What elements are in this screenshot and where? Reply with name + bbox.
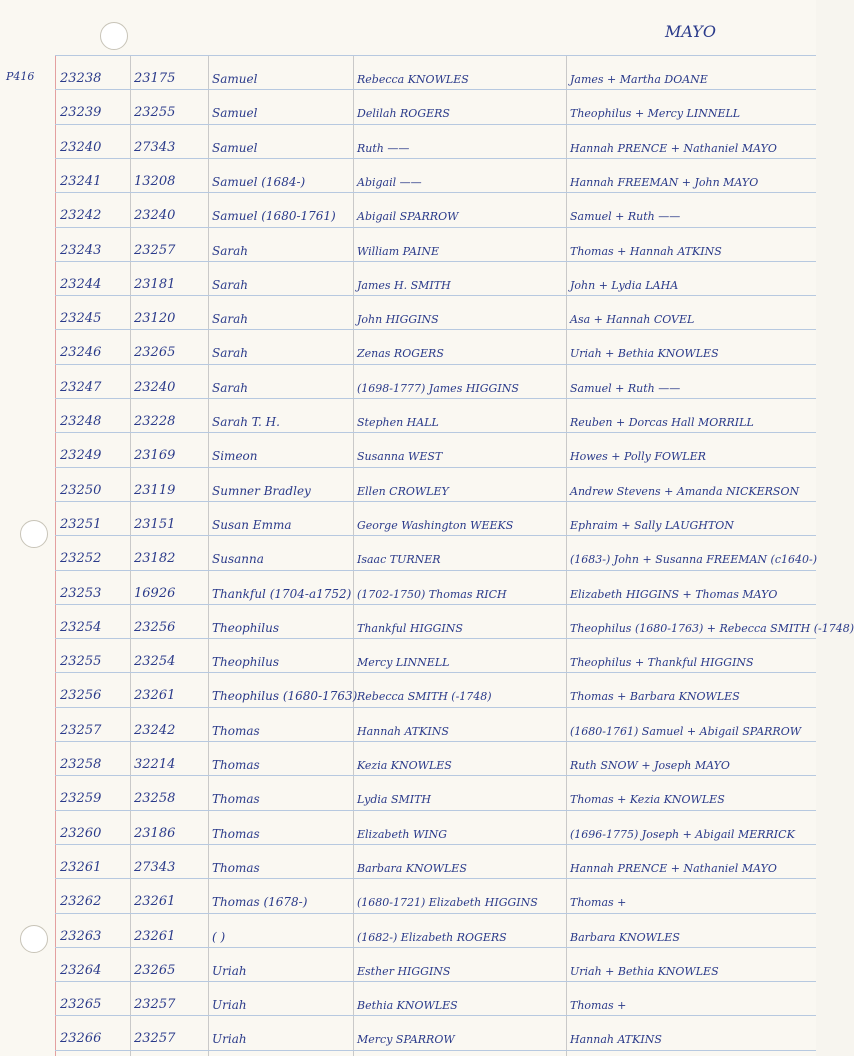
record-id: 23250 [60, 482, 102, 498]
parent-ref: 23228 [134, 414, 176, 429]
parents-names: Hannah FREEMAN + John MAYO [570, 175, 759, 189]
given-name: Sarah [212, 346, 248, 361]
table-row [0, 1015, 816, 1050]
spouse-name: Barbara KNOWLES [357, 861, 467, 875]
record-id: 23258 [60, 757, 102, 772]
given-name: Samuel [212, 72, 258, 86]
given-name: Thomas [212, 723, 260, 738]
table-row [0, 707, 816, 742]
spouse-name: Susanna WEST [357, 450, 443, 464]
record-id: 23252 [60, 551, 102, 567]
spouse-name: Rebecca SMITH (-1748) [357, 690, 492, 704]
record-id: 23263 [60, 928, 102, 944]
record-id: 23247 [60, 379, 102, 395]
parents-names: Barbara KNOWLES [570, 930, 680, 944]
table-row [0, 913, 816, 948]
spouse-name: (1702-1750) Thomas RICH [357, 587, 507, 601]
table-row [0, 981, 816, 1016]
table-row [0, 570, 816, 605]
parent-ref: 27343 [134, 859, 176, 875]
parent-ref: 23151 [134, 516, 176, 532]
spouse-name: James H. SMITH [357, 278, 451, 292]
parents-names: Uriah + Bethia KNOWLES [570, 964, 719, 978]
record-id: 23244 [60, 276, 102, 292]
given-name: Samuel (1684-) [212, 174, 306, 189]
parents-names: Thomas + [570, 999, 627, 1013]
given-name: Susanna [212, 552, 264, 567]
table-row [0, 535, 816, 570]
spouse-name: Mercy LINNELL [357, 656, 450, 670]
record-id: 23238 [60, 71, 102, 86]
table-row [0, 501, 816, 536]
given-name: Thomas [212, 860, 260, 875]
parent-ref: 27343 [134, 139, 176, 155]
table-row [0, 364, 816, 399]
table-row [0, 295, 816, 330]
parent-ref: 23255 [134, 105, 176, 121]
parent-ref: 23257 [134, 242, 176, 258]
spouse-name: Kezia KNOWLES [357, 759, 452, 772]
record-id: 23245 [60, 311, 102, 327]
table-row [0, 844, 816, 879]
parents-names: Ruth SNOW + Joseph MAYO [570, 759, 730, 772]
parents-names: Samuel + Ruth —— [570, 210, 681, 224]
parent-ref: 32214 [134, 757, 176, 772]
record-id: 23246 [60, 345, 102, 361]
spouse-name: Hannah ATKINS [357, 724, 449, 738]
given-name: Sarah [212, 312, 248, 327]
margin-page-tag: P416 [6, 70, 35, 83]
given-name: Uriah [212, 998, 247, 1013]
parent-ref: 23265 [134, 345, 176, 361]
parents-names: Asa + Hannah COVEL [570, 313, 695, 327]
spouse-name: Mercy SPARROW [357, 1033, 455, 1047]
given-name: Susan Emma [212, 517, 292, 532]
parents-names: Theophilus (1680-1763) + Rebecca SMITH (-1748) [570, 621, 854, 635]
parents-names: Theophilus + Thankful HIGGINS [570, 656, 754, 670]
parents-names: (1680-1761) Samuel + Abigail SPARROW [570, 724, 802, 738]
parent-ref: 23257 [134, 997, 176, 1013]
spouse-name: John HIGGINS [357, 313, 439, 327]
record-id: 23257 [60, 722, 102, 738]
given-name: Sarah [212, 243, 248, 258]
binder-hole-top [100, 22, 128, 50]
parents-names: Thomas + Hannah ATKINS [570, 244, 722, 258]
parents-names: Reuben + Dorcas Hall MORRILL [570, 416, 754, 429]
given-name: Thomas [212, 792, 260, 807]
parents-names: Elizabeth HIGGINS + Thomas MAYO [570, 587, 778, 601]
parent-ref: 23182 [134, 551, 176, 567]
table-row [0, 878, 816, 913]
table-row [0, 638, 816, 673]
record-id: 23265 [60, 997, 102, 1013]
given-name: Uriah [212, 1032, 247, 1047]
parent-ref: 13208 [134, 173, 176, 189]
given-name: Thomas (1678-) [212, 895, 308, 910]
parent-ref: 23256 [134, 619, 176, 635]
parents-names: Thomas + [570, 896, 627, 910]
parent-ref: 16926 [134, 585, 176, 601]
table-row [0, 329, 816, 364]
record-id: 23239 [60, 105, 102, 121]
record-id: 23264 [60, 962, 102, 978]
given-name: Uriah [212, 963, 247, 978]
record-id: 23240 [60, 139, 102, 155]
given-name: Samuel [212, 140, 258, 155]
parents-names: Samuel + Ruth —— [570, 381, 681, 395]
parents-names: Hannah PRENCE + Nathaniel MAYO [570, 141, 777, 155]
given-name: Samuel (1680-1761) [212, 209, 336, 224]
parents-names: Thomas + Barbara KNOWLES [570, 690, 740, 704]
given-name: Sumner Bradley [212, 483, 311, 498]
record-id: 23241 [60, 173, 102, 189]
record-id: 23251 [60, 516, 102, 532]
spouse-name: Elizabeth WING [357, 827, 448, 841]
record-id: 23254 [60, 619, 102, 635]
spouse-name: William PAINE [357, 244, 440, 258]
parent-ref: 23242 [134, 722, 176, 738]
given-name: ( ) [212, 929, 226, 944]
table-row [0, 227, 816, 262]
record-id: 23249 [60, 448, 102, 464]
spouse-name: Lydia SMITH [357, 793, 432, 807]
given-name: Simeon [212, 449, 258, 464]
given-name: Sarah [212, 380, 248, 395]
parent-ref: 23186 [134, 825, 176, 841]
record-id: 23253 [60, 585, 102, 601]
given-name: Sarah T. H. [212, 415, 280, 429]
parent-ref: 23261 [134, 894, 176, 910]
table-row [0, 124, 816, 159]
record-id: 23248 [60, 414, 102, 429]
record-id: 23259 [60, 791, 102, 807]
record-id: 23256 [60, 688, 102, 704]
parent-ref: 23240 [134, 379, 176, 395]
record-id: 23260 [60, 825, 102, 841]
spouse-name: Esther HIGGINS [357, 964, 451, 978]
parents-names: Andrew Stevens + Amanda NICKERSON [570, 484, 800, 498]
table-row [0, 775, 816, 810]
spouse-name: Ruth —— [357, 141, 410, 155]
parent-ref: 23169 [134, 448, 176, 464]
parents-names: John + Lydia LAHA [570, 278, 679, 292]
spouse-name: (1680-1721) Elizabeth HIGGINS [357, 896, 538, 910]
table-row [0, 467, 816, 502]
parent-ref: 23257 [134, 1031, 176, 1047]
parent-ref: 23258 [134, 791, 176, 807]
given-name: Theophilus (1680-1763) [212, 689, 358, 704]
table-row [0, 261, 816, 296]
parents-names: Thomas + Kezia KNOWLES [570, 793, 725, 807]
table-row [0, 398, 816, 433]
given-name: Theophilus [212, 620, 280, 635]
spouse-name: Thankful HIGGINS [357, 621, 463, 635]
parent-ref: 23261 [134, 688, 176, 704]
parent-ref: 23181 [134, 276, 176, 292]
spouse-name: Rebecca KNOWLES [357, 73, 469, 86]
spouse-name: George Washington WEEKS [357, 518, 514, 532]
spouse-name: Stephen HALL [357, 416, 439, 429]
spouse-name: Bethia KNOWLES [357, 999, 458, 1013]
given-name: Samuel [212, 106, 258, 121]
spouse-name: Abigail —— [357, 175, 422, 189]
table-row [0, 192, 816, 227]
spouse-name: Abigail SPARROW [357, 210, 459, 224]
parents-names: Theophilus + Mercy LINNELL [570, 107, 741, 121]
table-row [0, 810, 816, 845]
table-row [0, 55, 816, 90]
parent-ref: 23261 [134, 928, 176, 944]
parent-ref: 23175 [134, 71, 176, 86]
spouse-name: Delilah ROGERS [357, 107, 450, 121]
record-id: 23255 [60, 654, 102, 670]
parent-ref: 23120 [134, 311, 176, 327]
spouse-name: Isaac TURNER [357, 553, 441, 567]
parent-ref: 23240 [134, 208, 176, 224]
table-row [0, 947, 816, 982]
parent-ref: 23119 [134, 482, 176, 498]
table-row [0, 89, 816, 124]
record-id: 23243 [60, 242, 102, 258]
parents-names: Howes + Polly FOWLER [570, 450, 706, 464]
spouse-name: Ellen CROWLEY [357, 484, 449, 498]
table-row [0, 604, 854, 639]
table-row [0, 741, 816, 776]
spouse-name: (1698-1777) James HIGGINS [357, 381, 519, 395]
spouse-name: (1682-) Elizabeth ROGERS [357, 930, 507, 944]
given-name: Theophilus [212, 655, 280, 670]
table-row [0, 432, 816, 467]
record-id: 23261 [60, 859, 102, 875]
spouse-name: Zenas ROGERS [357, 347, 444, 361]
parent-ref: 23265 [134, 962, 176, 978]
parents-names: (1696-1775) Joseph + Abigail MERRICK [570, 827, 795, 841]
parents-names: Ephraim + Sally LAUGHTON [570, 518, 734, 532]
table-row [0, 672, 816, 707]
parents-names: Uriah + Bethia KNOWLES [570, 347, 719, 361]
record-id: 23242 [60, 208, 102, 224]
given-name: Sarah [212, 277, 248, 292]
record-id: 23266 [60, 1031, 102, 1047]
parents-names: (1683-) John + Susanna FREEMAN (c1640-) [570, 553, 818, 567]
parents-names: Hannah ATKINS [570, 1033, 662, 1047]
parents-names: Hannah PRENCE + Nathaniel MAYO [570, 861, 777, 875]
given-name: Thankful (1704-a1752) [212, 586, 352, 601]
given-name: Thomas [212, 758, 260, 772]
table-row [0, 158, 816, 193]
parents-names: James + Martha DOANE [570, 73, 708, 86]
record-id: 23262 [60, 894, 102, 910]
given-name: Thomas [212, 826, 260, 841]
surname-heading: MAYO [665, 22, 716, 41]
parent-ref: 23254 [134, 654, 176, 670]
